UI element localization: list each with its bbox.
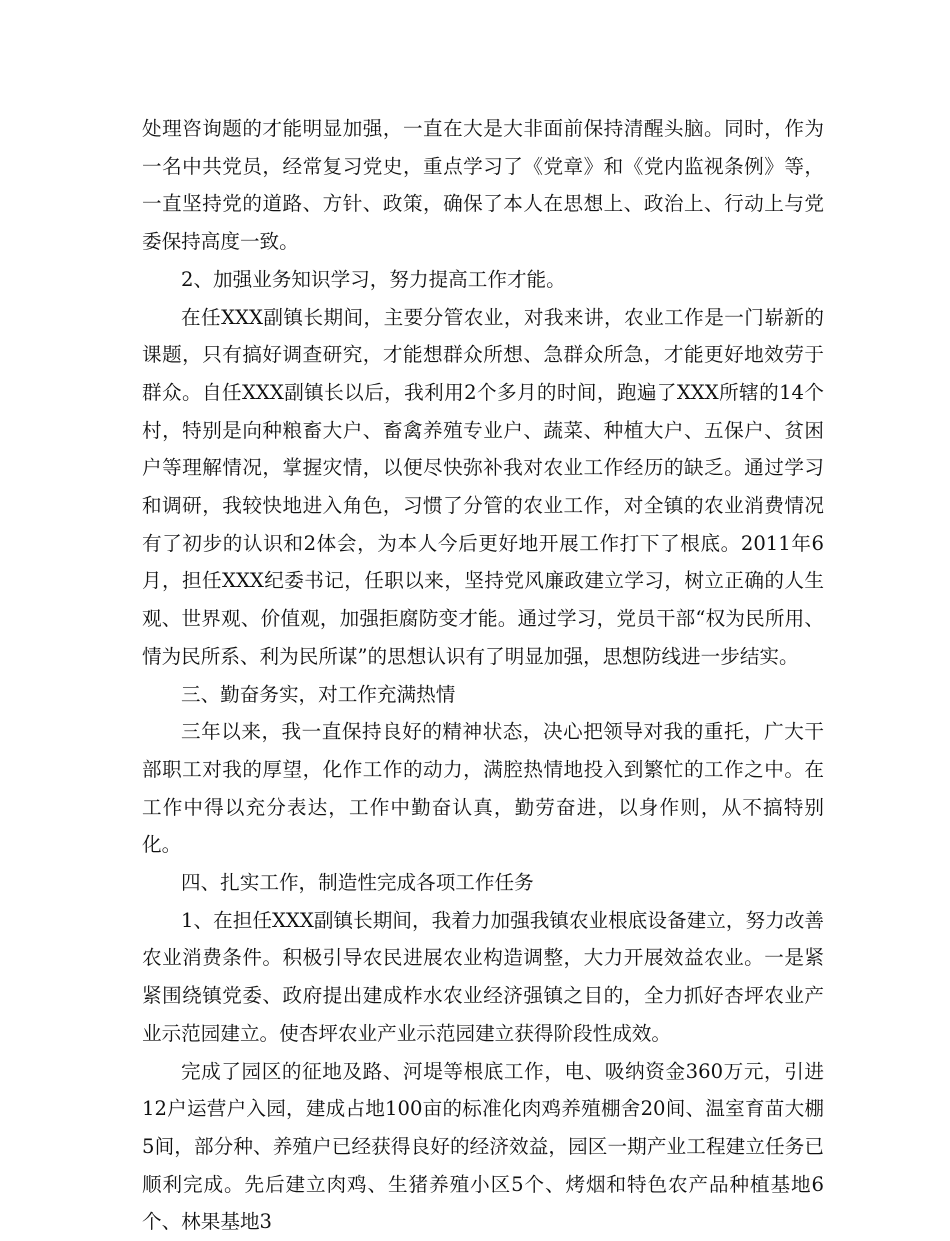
section-heading-4: 四、扎实工作，制造性完成各项工作任务 bbox=[181, 871, 534, 895]
paragraph-3: 在任XXX副镇长期间，主要分管农业，对我来讲，农业工作是一门崭新的课题，只有搞好调查研究，才能想群众所想、急群众所急，才能更好地效劳于群众。自任XXX副镇长以后，我利用2个多月的时间，跑遍了XXX所辖的14个村，特别是向种粮畜大户、畜禽养殖专业户、蔬菜、种植大户、五保户、贫困户等理解情况，掌握灾情，以便尽快弥补我对农业工作经历的缺乏。通过学习和调研，我较快地进入角色，习惯了分管的农业工作，对全镇的农业消费情况有了初步的认识和2体会，为本人今后更好地开展工作打下了根底。2011年6月，担任XXX纪委书记，任职以来，坚持党风廉政建立学习，树立正确的人生观、世界观、价值观，加强拒腐防变才能。通过学习，党员干部“权为民所用、情为民所系、利为民所谋”的思想认识有了明显加强，思想防线进一步结实。 bbox=[142, 305, 824, 668]
paragraph-1: 处理咨询题的才能明显加强，一直在大是大非面前保持清醒头脑。同时，作为一名中共党员，经常复习党史，重点学习了《党章》和《党内监视条例》等，一直坚持党的道路、方针、政策，确保了本人在思想上、政治上、行动上与党委保持高度一致。 bbox=[142, 117, 824, 254]
document-body bbox=[142, 110, 824, 1241]
section-heading-3: 三、勤奋务实，对工作充满热情 bbox=[181, 682, 456, 706]
paragraph-8: 完成了园区的征地及路、河堤等根底工作，电、吸纳资金360万元，引进12户运营户入园，建成占地100亩的标准化肉鸡养殖棚舍20间、温室育苗大棚5间，部分种、养殖户已经获得良好的经济效益，园区一期产业工程建立任务已顺利完成。先后建立肉鸡、生猪养殖小区5个、烤烟和特色农产品种植基地6个、林果基地3 bbox=[142, 1059, 824, 1234]
paragraph-5: 三年以来，我一直保持良好的精神状态，决心把领导对我的重托，广大干部职工对我的厚望，化作工作的动力，满腔热情地投入到繁忙的工作之中。在工作中得以充分表达，工作中勤奋认真，勤劳奋进，以身作则，从不搞特别化。 bbox=[142, 720, 824, 857]
paragraph-7: 1、在担任XXX副镇长期间，我着力加强我镇农业根底设备建立，努力改善农业消费条件。积极引导农民进展农业构造调整，大力开展效益农业。一是紧紧围绕镇党委、政府提出建成柞水农业经济强镇之目的，全力抓好杏坪农业产业示范园建立。使杏坪农业产业示范园建立获得阶段性成效。 bbox=[142, 908, 824, 1045]
paragraph-2: 2、加强业务知识学习，努力提高工作才能。 bbox=[181, 267, 566, 291]
